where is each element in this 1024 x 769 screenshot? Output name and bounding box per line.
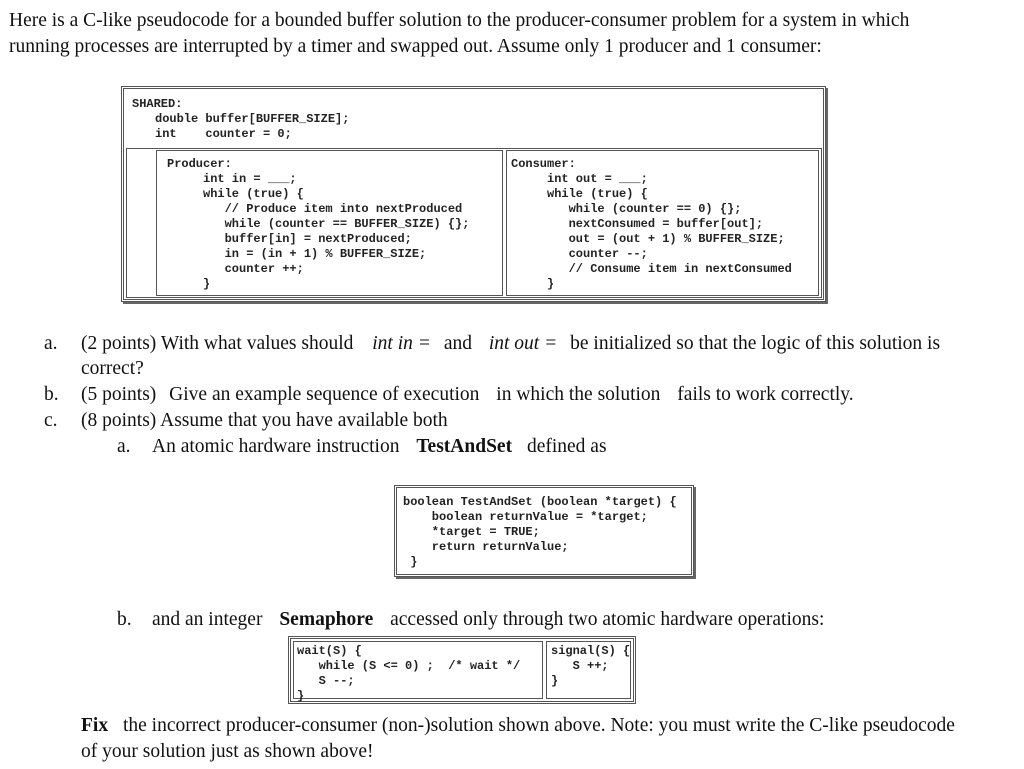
question-a-marker: a. xyxy=(44,333,58,354)
shared-label: SHARED: xyxy=(132,97,183,111)
testandset-line: return returnValue; xyxy=(403,540,569,554)
producer-line: } xyxy=(167,277,211,291)
question-a-var-in: int in = xyxy=(372,333,431,354)
question-a-line-2: correct? xyxy=(81,358,144,379)
consumer-line: nextConsumed = buffer[out]; xyxy=(511,217,764,231)
question-a-text-2: be initialized so that the logic of this solution is xyxy=(570,333,941,354)
question-b-points: (5 points) xyxy=(81,384,157,405)
consumer-line: while (counter == 0) {}; xyxy=(511,202,742,216)
question-b-marker: b. xyxy=(44,384,59,405)
producer-line: while (true) { xyxy=(167,187,304,201)
producer-code xyxy=(167,157,469,292)
question-b-text-2: in which the solution xyxy=(496,384,661,405)
consumer-line: counter --; xyxy=(511,247,648,261)
fix-text-1: the incorrect producer-consumer (non-)solution shown above. Note: you must write the C-like pseudocode xyxy=(122,715,955,736)
wait-line: } xyxy=(297,689,305,703)
question-a-var-out: int out = xyxy=(488,333,558,354)
question-c-sub-a-marker: a. xyxy=(117,436,131,457)
consumer-line: // Consume item in nextConsumed xyxy=(511,262,792,276)
question-c-sub-a-text-2: defined as xyxy=(526,436,607,457)
wait-line: S --; xyxy=(297,674,355,688)
question-c-sub-a-text-1: An atomic hardware instruction xyxy=(152,436,400,457)
question-a-points: (2 points) xyxy=(81,333,157,354)
question-a-line-1 xyxy=(81,332,940,356)
consumer-line: while (true) { xyxy=(511,187,648,201)
testandset-line: boolean TestAndSet (boolean *target) { xyxy=(403,495,677,509)
producer-line: counter ++; xyxy=(167,262,304,276)
testandset-line: boolean returnValue = *target; xyxy=(403,510,648,524)
producer-line: // Produce item into nextProduced xyxy=(167,202,463,216)
producer-line: buffer[in] = nextProduced; xyxy=(167,232,412,246)
question-c-points: (8 points) xyxy=(81,410,157,431)
question-a-and: and xyxy=(443,333,472,354)
wait-line: wait(S) { xyxy=(297,644,362,658)
question-c-sub-b-text-1: and an integer xyxy=(152,609,263,630)
intro-line-1: Here is a C-like pseudocode for a bounded buffer solution to the producer-consumer problem for a system in which xyxy=(9,10,910,31)
fix-keyword: Fix xyxy=(81,715,109,736)
shared-line-counter: int counter = 0; xyxy=(155,127,292,141)
producer-line: while (counter == BUFFER_SIZE) {}; xyxy=(167,217,470,231)
question-c-line xyxy=(81,409,448,433)
signal-line: S ++; xyxy=(551,659,609,673)
semaphore-code-box xyxy=(288,636,636,704)
shared-line-buffer: double buffer[BUFFER_SIZE]; xyxy=(155,112,350,126)
producer-line: in = (in + 1) % BUFFER_SIZE; xyxy=(167,247,427,261)
testandset-keyword: TestAndSet xyxy=(416,436,513,457)
consumer-line: out = (out + 1) % BUFFER_SIZE; xyxy=(511,232,785,246)
fix-line-2: of your solution just as shown above! xyxy=(81,741,374,762)
producer-line: Producer: xyxy=(167,157,232,171)
consumer-line: int out = ___; xyxy=(511,172,648,186)
semaphore-keyword: Semaphore xyxy=(279,609,374,630)
consumer-line: } xyxy=(511,277,555,291)
question-c-sub-a-line xyxy=(152,435,607,459)
fix-line-1 xyxy=(81,714,955,738)
wait-code xyxy=(297,644,520,704)
question-c-marker: c. xyxy=(44,410,58,431)
consumer-line: Consumer: xyxy=(511,157,576,171)
wait-line: while (S <= 0) ; /* wait */ xyxy=(297,659,521,673)
question-c-sub-b-line xyxy=(152,608,824,632)
question-a-text-1: With what values should xyxy=(160,333,354,354)
question-b-line xyxy=(81,383,854,407)
signal-code xyxy=(551,644,630,689)
signal-line: signal(S) { xyxy=(551,644,631,658)
testandset-line: } xyxy=(403,555,418,569)
question-c-sub-b-marker: b. xyxy=(117,609,132,630)
question-c-sub-b-text-2: accessed only through two atomic hardware operations: xyxy=(390,609,825,630)
signal-line: } xyxy=(551,674,559,688)
intro-line-2: running processes are interrupted by a timer and swapped out. Assume only 1 producer and 1 consumer: xyxy=(9,36,822,57)
question-b-text-3: fails to work correctly. xyxy=(677,384,854,405)
consumer-code xyxy=(511,157,792,292)
question-b-text-1: Give an example sequence of execution xyxy=(169,384,480,405)
producer-consumer-code-box xyxy=(121,86,826,302)
testandset-line: *target = TRUE; xyxy=(403,525,540,539)
testandset-code-box xyxy=(394,485,694,577)
producer-line: int in = ___; xyxy=(167,172,297,186)
question-c-text: Assume that you have available both xyxy=(160,410,448,431)
